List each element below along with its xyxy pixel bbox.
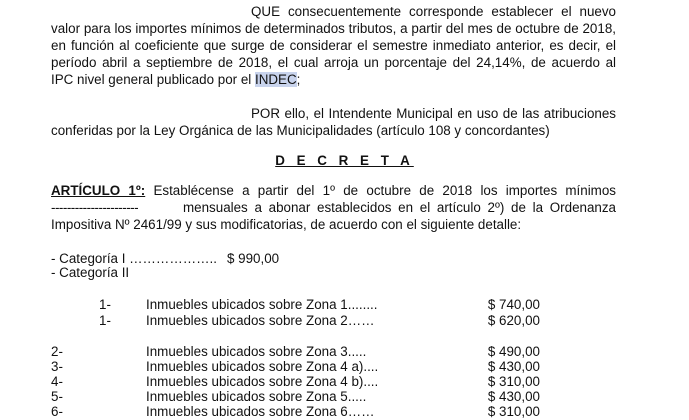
zone-amount: $ 740,00 xyxy=(487,297,540,312)
zone-amount: $ 430,00 xyxy=(487,359,540,374)
category-2-label: - Categoría II xyxy=(51,265,130,280)
category-1-amount: $ 990,00 xyxy=(227,251,280,266)
zone-amount: $ 310,00 xyxy=(487,404,540,419)
zone-number: 1- xyxy=(99,313,111,328)
zone-number: 6- xyxy=(51,404,63,419)
zone-amount: $ 620,00 xyxy=(487,313,540,328)
article1-line2: ---------------------- mensuales a abonar establecidos en el artículo 2º) de la Ordenanza xyxy=(51,200,616,215)
paragraph1-line5: IPC nivel general publicado por el INDEC; xyxy=(51,72,301,87)
zone-number: 2- xyxy=(51,344,63,359)
article1-line3: Impositiva Nº 2461/99 y sus modificatorias, de acuerdo con el siguiente detalle: xyxy=(51,217,522,232)
zone-description: Inmuebles ubicados sobre Zona 2…… xyxy=(146,313,375,328)
article1-line1: ARTÍCULO 1º: Establécense a partir del 1º de octubre de 2018 los importes mínimos xyxy=(51,183,616,198)
zone-number: 5- xyxy=(51,389,63,404)
zone-description: Inmuebles ubicados sobre Zona 5..... xyxy=(146,389,367,404)
zone-number: 1- xyxy=(99,297,111,312)
decreta-title: D E C R E T A xyxy=(275,153,414,168)
paragraph1-line4: período abril a septiembre de 2018, el cual arroja un porcentaje del 24,14%, de acuerdo al xyxy=(51,55,616,70)
paragraph1-line3: en función al coeficiente que surge de considerar el semestre inmediato anterior, es decir, el xyxy=(51,38,616,53)
dash-separator: ---------------------- xyxy=(51,200,139,215)
zone-description: Inmuebles ubicados sobre Zona 4 b).... xyxy=(146,374,379,389)
zone-description: Inmuebles ubicados sobre Zona 1........ xyxy=(146,297,378,312)
zone-description: Inmuebles ubicados sobre Zona 3..... xyxy=(146,344,367,359)
paragraph2-line1: POR ello, el Intendente Municipal en uso de las atribuciones xyxy=(251,106,616,121)
paragraph1-line1: QUE consecuentemente corresponde establecer el nuevo xyxy=(251,4,616,19)
article1-label: ARTÍCULO 1º: xyxy=(51,183,146,198)
zone-amount: $ 430,00 xyxy=(487,389,540,404)
highlighted-word[interactable]: INDEC xyxy=(254,72,297,87)
category-1-label: - Categoría I ……………….. xyxy=(51,251,217,266)
zone-number: 4- xyxy=(51,374,63,389)
zone-description: Inmuebles ubicados sobre Zona 4 a).... xyxy=(146,359,379,374)
zone-amount: $ 310,00 xyxy=(487,374,540,389)
paragraph1-line2: valor para los importes mínimos de determinados tributos, a partir del mes de octubre de 2018, xyxy=(51,21,616,36)
paragraph2-line2: conferidas por la Ley Orgánica de las Municipalidades (artículo 108 y concordantes) xyxy=(51,123,550,138)
zone-description: Inmuebles ubicados sobre Zona 6…… xyxy=(146,404,375,419)
zone-amount: $ 490,00 xyxy=(487,344,540,359)
zone-number: 3- xyxy=(51,359,63,374)
